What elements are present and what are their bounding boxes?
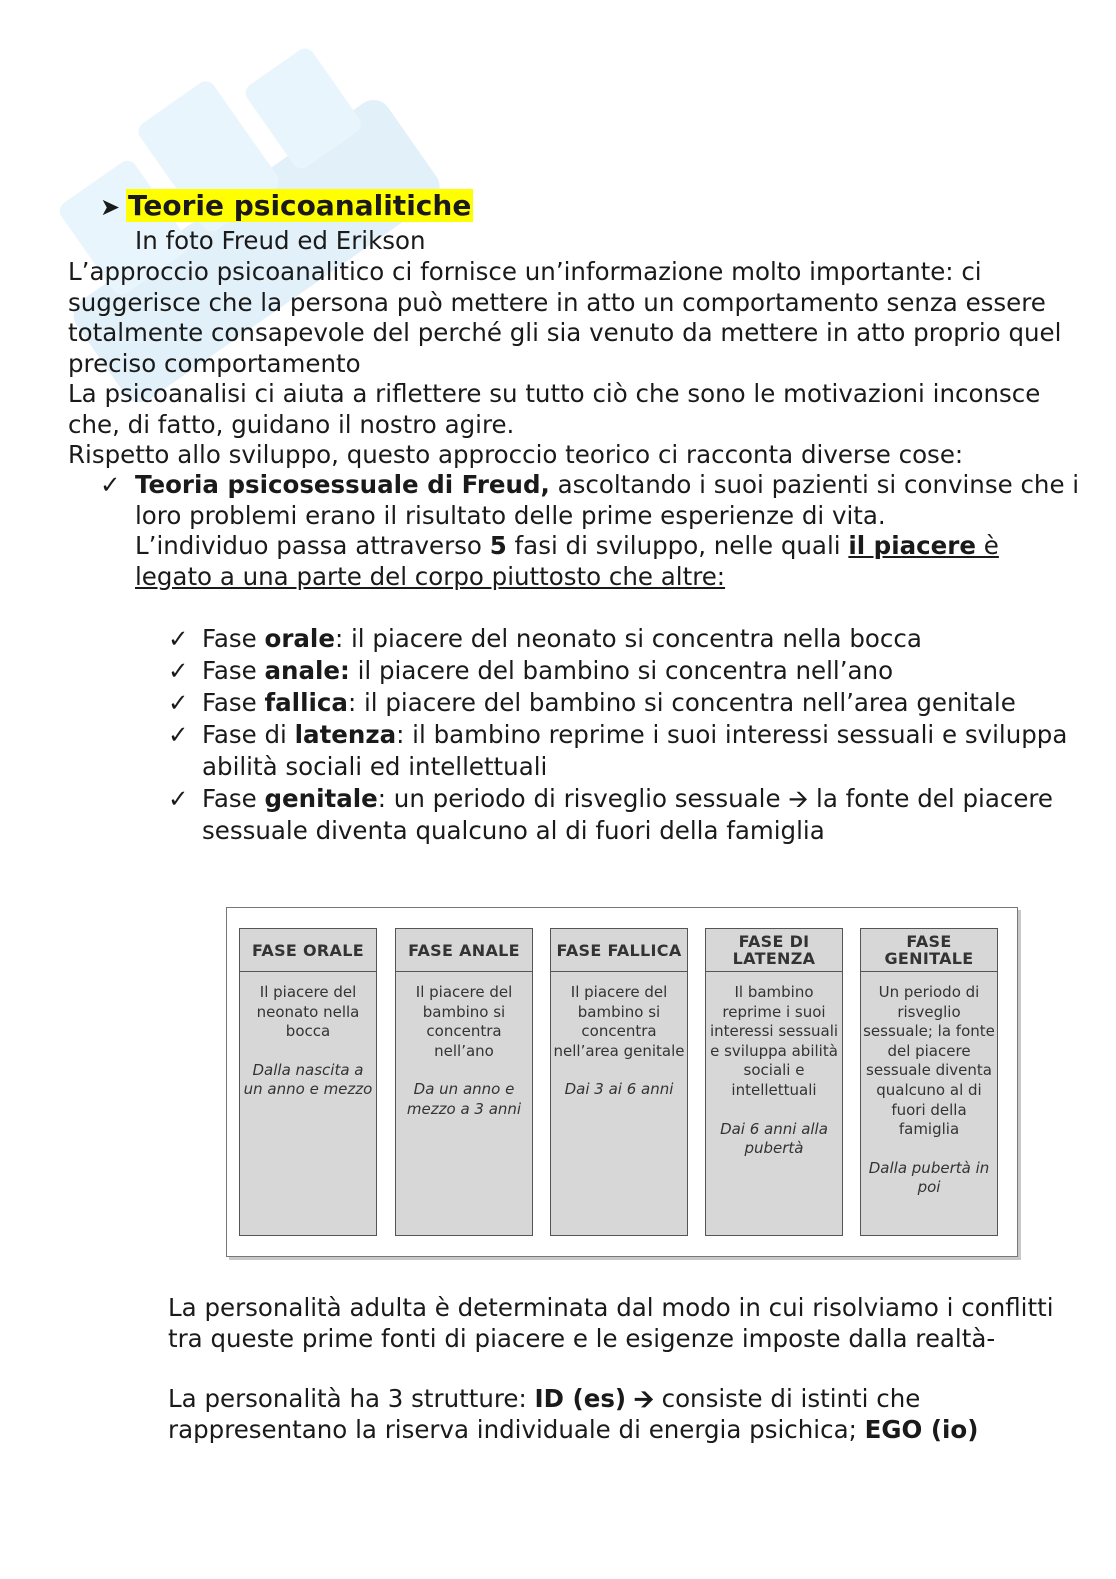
paragraph-development: Rispetto allo sviluppo, questo approccio teorico ci racconta diverse cose:	[68, 440, 964, 469]
structures-text: La personalità ha 3 strutture:	[168, 1384, 535, 1413]
column-header: FASE ORALE	[240, 929, 376, 972]
checkmark-icon: ✓	[168, 784, 189, 813]
column-header: FASE ANALE	[396, 929, 532, 972]
arrow-bullet-icon: ➤	[100, 193, 121, 221]
phase-pre: Fase	[202, 784, 265, 813]
id-term: ID (es)	[534, 1384, 627, 1413]
column-header: FASE FALLICA	[551, 929, 687, 972]
checkmark-icon: ✓	[168, 720, 189, 749]
list-item	[168, 719, 1068, 783]
table-column	[705, 928, 843, 1236]
phases-intro-text-3: è legato a una parte del corpo piuttosto che altre:	[135, 531, 999, 591]
phase-pre: Fase	[202, 688, 265, 717]
list-item	[168, 623, 1068, 655]
column-header: FASE GENITALE	[861, 929, 997, 972]
phase-pre: Fase	[202, 656, 265, 685]
table-column	[860, 928, 998, 1236]
phase-name: fallica	[264, 688, 348, 717]
list-item	[168, 687, 1068, 719]
section-heading	[100, 188, 473, 225]
phase-desc: : il piacere del bambino si concentra nell’area genitale	[347, 688, 1016, 717]
phase-desc: : il piacere del neonato si concentra nella bocca	[334, 624, 922, 653]
theory-name: Teoria psicosessuale di Freud,	[135, 470, 550, 499]
table-column	[550, 928, 688, 1236]
column-text: Il piacere del bambino si concentra nell’ano	[415, 983, 513, 1060]
right-arrow-icon: 🡪	[633, 1384, 654, 1413]
phase-pre: Fase	[202, 624, 265, 653]
phases-table-figure	[226, 907, 1018, 1257]
table-column	[395, 928, 533, 1236]
phase-desc: : il bambino reprime i suoi interessi sessuali e sviluppa abilità sociali ed intellettuali	[202, 720, 1068, 781]
structures-text-2: consiste di istinti che rappresentano la riserva individuale di energia psichica;	[168, 1384, 921, 1444]
section-title: Teorie psicoanalitiche	[128, 189, 472, 222]
phase-name: latenza	[294, 720, 397, 749]
photo-caption: In foto Freud ed Erikson	[135, 226, 426, 255]
table-column	[239, 928, 377, 1236]
phases-list	[168, 623, 1068, 847]
phase-pre: Fase di	[202, 720, 295, 749]
column-age: Dai 3 ai 6 anni	[564, 1080, 674, 1099]
column-age: Dalla nascita a un anno e mezzo	[243, 1060, 373, 1099]
checkmark-icon: ✓	[168, 624, 189, 653]
paragraph-unconscious: La psicoanalisi ci aiuta a riflettere su tutto ciò che sono le motivazioni inconsce che, di fatto, guidano il nostro agire.	[68, 379, 1041, 439]
phases-intro-text-2: fasi di sviluppo, nelle quali	[506, 531, 849, 560]
phase-name: anale:	[264, 656, 350, 685]
checkmark-icon: ✓	[168, 688, 189, 717]
phase-desc: : un periodo di risveglio sessuale	[377, 784, 789, 813]
phase-name: genitale	[264, 784, 378, 813]
column-text: Il piacere del neonato nella bocca	[256, 983, 360, 1041]
checkmark-icon: ✓	[168, 656, 189, 685]
list-item	[168, 655, 1068, 687]
column-text: Un periodo di risveglio sessuale; la fonte del piacere sessuale diventa qualcuno al di fuori della famiglia	[863, 983, 995, 1139]
column-header: FASE DI LATENZA	[706, 929, 842, 972]
column-age: Da un anno e mezzo a 3 anni	[406, 1080, 522, 1118]
phase-name: orale	[264, 624, 335, 653]
phases-count: 5	[489, 531, 507, 560]
phase-desc: il piacere del bambino si concentra nell’ano	[349, 656, 894, 685]
ego-term: EGO (io)	[864, 1414, 979, 1444]
paragraph-structures	[168, 1384, 1068, 1445]
column-text: Il bambino reprime i suoi interessi sessuali e sviluppa abilità sociali e intellettuali	[709, 983, 839, 1099]
paragraph-intro: L’approccio psicoanalitico ci fornisce un’informazione molto importante: ci suggerisce che la persona può mettere in atto un comportamento senza essere totalmente consapevole del perché gli sia venuto da mettere in atto proprio quel preciso comportamento	[68, 257, 1062, 378]
column-text: Il piacere del bambino si concentra nell’area genitale	[553, 983, 685, 1060]
checkmark-icon: ✓	[100, 470, 121, 499]
paragraph-adult-personality: La personalità adulta è determinata dal modo in cui risolviamo i conflitti tra queste prime fonti di piacere e le esigenze imposte dalla realtà-	[168, 1293, 1054, 1353]
phases-intro-text: L’individuo passa attraverso	[135, 531, 490, 560]
column-age: Dalla pubertà in poi	[868, 1158, 990, 1197]
right-arrow-icon: 🡪	[788, 784, 809, 813]
list-item	[168, 783, 1068, 847]
theory-description: ascoltando i suoi pazienti si convinse che i loro problemi erano il risultato delle prime esperienze di vita.	[135, 470, 1080, 530]
phases-intro-bold: il piacere	[848, 531, 976, 560]
phase-desc-2: la fonte del piacere sessuale diventa qualcuno al di fuori della famiglia	[202, 784, 1053, 845]
column-age: Dai 6 anni alla pubertà	[720, 1119, 828, 1158]
theory-bullet	[100, 470, 1080, 592]
